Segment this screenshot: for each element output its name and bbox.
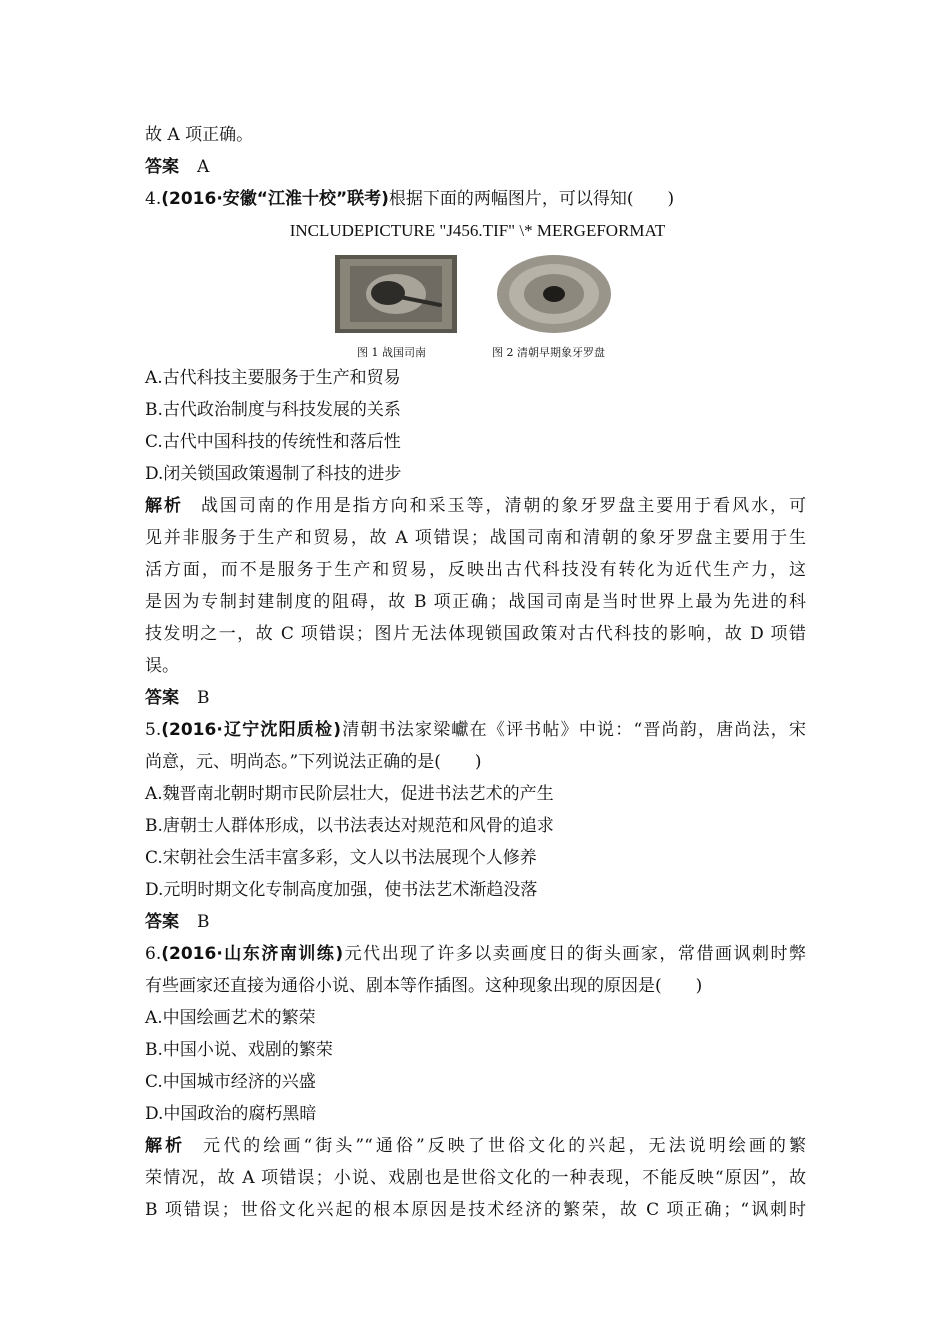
q6-number: 6. (145, 944, 162, 964)
q5-stem-text: 清朝书法家梁巘在《评书帖》中说：“晋尚韵，唐尚法，宋 (340, 720, 806, 740)
analysis-text: 元代的绘画“街头”“通俗”反映了世俗文化的兴起，无法说明绘画的繁 (203, 1136, 806, 1156)
analysis-text: 战国司南的作用是指方向和采玉等，清朝的象牙罗盘主要用于看风水，可 (200, 496, 807, 516)
q5-number: 5. (145, 720, 162, 740)
q5-answer (145, 912, 210, 932)
q4-number: 4. (145, 189, 162, 209)
q6-source: (2016·山东济南训练) (161, 944, 344, 964)
q4-option-c: C.古代中国科技的传统性和落后性 (145, 432, 401, 452)
q4-option-b: B.古代政治制度与科技发展的关系 (145, 400, 401, 420)
field-code: INCLUDEPICTURE "J456.TIF" \* MERGEFORMAT (289, 221, 666, 240)
analysis-label: 解析 (145, 496, 183, 516)
answer-label: 答案 (145, 157, 179, 177)
q4-analysis-line-2: 见并非服务于生产和贸易，故 A 项错误；战国司南和清朝的象牙罗盘主要用于生 (145, 528, 806, 548)
q4-analysis-line-1 (145, 496, 806, 516)
q4-analysis-line-6: 误。 (145, 656, 179, 676)
intro-line: 故 A 项正确。 (145, 125, 254, 145)
q6-analysis-line-3: B 项错误；世俗文化兴起的根本原因是技术经济的繁荣，故 C 项正确；“讽刺时 (145, 1200, 806, 1220)
q5-source: (2016·辽宁沈阳质检) (161, 720, 341, 740)
q6-option-a: A.中国绘画艺术的繁荣 (145, 1008, 316, 1028)
q4-stem-text: 根据下面的两幅图片，可以得知( ) (388, 189, 675, 209)
q6-option-d: D.中国政治的腐朽黑暗 (145, 1104, 317, 1124)
q3-answer (145, 157, 209, 177)
q5-option-a: A.魏晋南北朝时期市民阶层壮大，促进书法艺术的产生 (145, 784, 554, 804)
q6-option-b: B.中国小说、戏剧的繁荣 (145, 1040, 333, 1060)
answer-value: B (197, 912, 210, 932)
figure-2-image (497, 255, 611, 333)
q4-figures (330, 253, 630, 363)
analysis-label: 解析 (145, 1136, 186, 1156)
q4-source: (2016·安徽“江淮十校”联考) (161, 189, 389, 209)
figure-1-image (335, 255, 457, 333)
q6-option-c: C.中国城市经济的兴盛 (145, 1072, 316, 1092)
q5-option-d: D.元明时期文化专制高度加强，使书法艺术渐趋没落 (145, 880, 538, 900)
q4-analysis-line-5: 技发明之一，故 C 项错误；图片无法体现锁国政策对古代科技的影响，故 D 项错 (145, 624, 806, 644)
q5-stem-line-2: 尚意，元、明尚态。”下列说法正确的是( ) (145, 752, 482, 772)
q4-stem (145, 189, 674, 209)
q5-option-c: C.宋朝社会生活丰富多彩，文人以书法展现个人修养 (145, 848, 537, 868)
figure-1-caption: 图 1 战国司南 (357, 346, 426, 359)
answer-label: 答案 (145, 912, 179, 932)
q4-analysis-line-4: 是因为专制封建制度的阻碍，故 B 项正确；战国司南是当时世界上最为先进的科 (145, 592, 806, 612)
q6-stem-line-1 (145, 944, 806, 964)
answer-label: 答案 (145, 688, 179, 708)
q6-stem-text: 元代出现了许多以卖画度日的街头画家，常借画讽刺时弊 (343, 944, 807, 964)
answer-value: B (197, 688, 210, 708)
q4-option-d: D.闭关锁国政策遏制了科技的进步 (145, 464, 402, 484)
q5-option-b: B.唐朝士人群体形成，以书法表达对规范和风骨的追求 (145, 816, 554, 836)
answer-value: A (197, 157, 210, 177)
q6-stem-line-2: 有些画家还直接为通俗小说、剧本等作插图。这种现象出现的原因是( ) (145, 976, 703, 996)
q6-analysis-line-2: 荣情况，故 A 项错误；小说、戏剧也是世俗文化的一种表现，不能反映“原因”，故 (145, 1168, 806, 1188)
q5-stem-line-1 (145, 720, 806, 740)
q6-analysis-line-1 (145, 1136, 806, 1156)
figure-2-caption: 图 2 清朝早期象牙罗盘 (492, 346, 605, 359)
q4-option-a: A.古代科技主要服务于生产和贸易 (145, 368, 401, 388)
q4-analysis-line-3: 活方面，而不是服务于生产和贸易，反映出古代科技没有转化为近代生产力，这 (145, 560, 806, 580)
q4-answer (145, 688, 210, 708)
